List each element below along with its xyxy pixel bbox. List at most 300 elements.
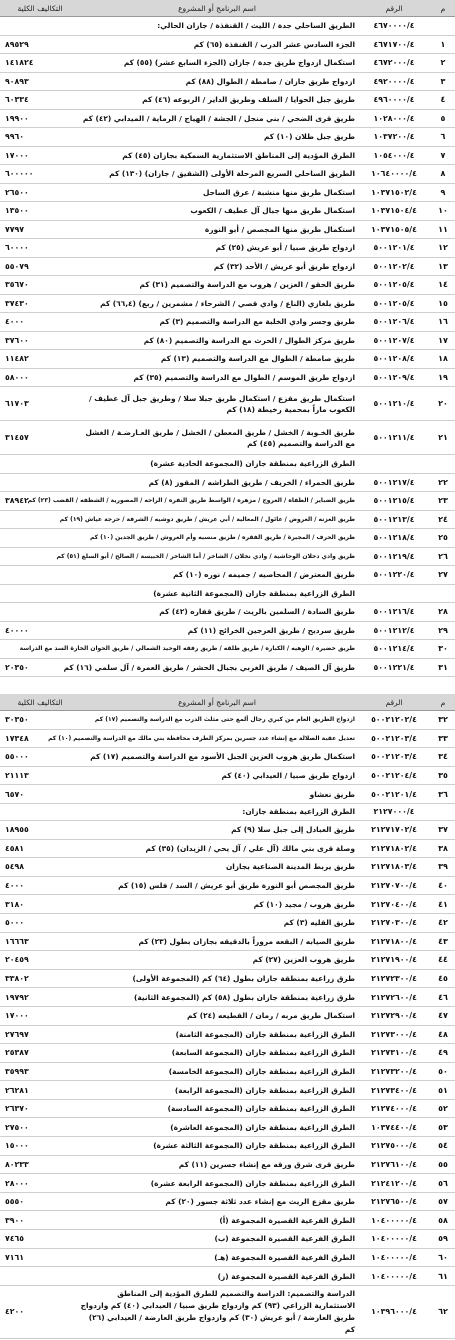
table-header: [0, 694, 455, 711]
row-number: ٦١: [431, 1267, 455, 1286]
row-project-name: طريق مركز الطوال / الحرث مع الدراسة والتصميم (٨٠) كم: [77, 331, 357, 350]
table-row: [0, 988, 455, 1007]
row-project-name: ازدواج طريق الموسم / الطوال مع الدراسة والتصميم (٣٥) كم: [77, 368, 357, 387]
row-total-cost: ٦٠٠٠٠: [0, 239, 77, 258]
table-row: [0, 913, 455, 932]
table-row: [0, 17, 455, 36]
row-project-name: ازدواج طريق جازان / صامطة / الطوال (٨٨) كم: [77, 72, 357, 91]
row-total-cost: ٥٤٩٨: [0, 858, 77, 877]
header-total-cost: التكاليف الكلية: [0, 0, 77, 17]
row-total-cost: ١٩٧٩٢: [0, 988, 77, 1007]
row-total-cost: ٣٧٤٣٠: [0, 294, 77, 313]
row-number: ٦٢: [431, 1285, 455, 1338]
row-code: ١٠٦٤٠٠٠٠/٤: [357, 165, 431, 184]
table-row: [0, 257, 455, 276]
row-number: ٥٢: [431, 1099, 455, 1118]
row-number: ٤: [431, 91, 455, 110]
row-total-cost: ٦١٧٠٣: [0, 387, 77, 421]
row-project-name: الطرق الزراعية بمنطقة جازان (المجموعة الخامسة): [77, 1062, 357, 1081]
table-row: [0, 510, 455, 529]
projects-table-bottom: [0, 694, 455, 1339]
row-total-cost: ٦٠٠٠٠٠: [0, 165, 77, 184]
row-project-name: الطرق الزراعية بمنطقة جازان (المجموعة الحادية عشرة): [77, 455, 357, 474]
row-code: ٢١٢٧٣٢٠٠/٤: [357, 1062, 431, 1081]
table-row: [0, 72, 455, 91]
row-code: ١٠٣٧٢٠٠/٤: [357, 128, 431, 147]
header-total-cost: التكاليف الكلية: [0, 694, 77, 711]
row-project-name: استكمال طريق مقزع / استكمال طريق جبلا سلا / وطريق جبل آل عطيف / الكعوب ماراً بمحمية رخيطة (١٨) كم: [77, 387, 357, 421]
row-project-name: طريق خضيره / الوهيه / الكباره / طريق طلقه / طريق رفقه الوحيد الشمالي / طريق الحوان الخارة السد مع الدراسة: [77, 640, 357, 659]
row-code: ٥٠٠٢١٢٠٣/٤: [357, 729, 431, 748]
row-code: ٥٠٠١٢١٢/٤: [357, 621, 431, 640]
row-total-cost: ٤٥٨١: [0, 839, 77, 858]
row-code: ٥٠٠١٢١٨/٤: [357, 529, 431, 548]
row-project-name: الطرق الفرعية القصيرة المجموعة (ز): [77, 1267, 357, 1286]
row-project-name: طريق جبل طلان (١٠) كم: [77, 128, 357, 147]
table-row: [0, 729, 455, 748]
row-code: ٥٠٠٢١٢٠٣/٤: [357, 748, 431, 767]
row-project-name: طريق المعترض / المحاصيه / جميمه / نوره (١٠) كم: [77, 566, 357, 585]
row-total-cost: ٣٥٦٧٠: [0, 276, 77, 295]
row-code: ١٠٢٨٠٠٠/٤: [357, 109, 431, 128]
row-project-name: الطرق الفرعية القصيرة المجموعة (ب): [77, 1230, 357, 1249]
row-project-name: الجزء السادس عشر الدرب / القنفذة (٦٥) كم: [77, 35, 357, 54]
row-number: ٥٨: [431, 1211, 455, 1230]
table-row: [0, 1285, 455, 1338]
row-code: ١٠٥٤٠٠٠/٤: [357, 146, 431, 165]
row-total-cost: [0, 473, 77, 492]
table-row: [0, 492, 455, 511]
row-code: ٥٠٠١٢١٩/٤: [357, 547, 431, 566]
row-total-cost: ٥٥٠٠٠: [0, 748, 77, 767]
row-number: [431, 584, 455, 603]
row-number: ٣٤: [431, 748, 455, 767]
row-number: ٥٤: [431, 1137, 455, 1156]
row-code: ٤٦٧٠٠٠٠/٤: [357, 17, 431, 36]
table-row: [0, 128, 455, 147]
row-project-name: الطرق المؤدية إلى المناطق الاستثمارية السمكية بجازان (٤٥) كم: [77, 146, 357, 165]
row-total-cost: ٧٧٩٧: [0, 220, 77, 239]
row-project-name: طريق وجسر وادي الخلبة مع الدراسة والتصميم (٣) كم: [77, 313, 357, 332]
row-project-name: طريق القليه (٣) كم: [77, 913, 357, 932]
row-number: ٤١: [431, 895, 455, 914]
table-row: [0, 566, 455, 585]
row-total-cost: ١٧٠٠٠: [0, 1006, 77, 1025]
row-code: ٢١٢٧١٧٠٢/٤: [357, 820, 431, 839]
row-total-cost: ٣٥٩٩٣: [0, 1062, 77, 1081]
row-number: ١٠: [431, 202, 455, 221]
row-project-name: الطرق الزراعية بمنطقة جازان (المجموعة السابعة): [77, 1044, 357, 1063]
table-row: [0, 603, 455, 622]
row-number: ٣٠: [431, 640, 455, 659]
table-row: [0, 839, 455, 858]
table-row: [0, 421, 455, 455]
header-project-name: اسم البرنامج أو المشروع: [77, 694, 357, 711]
table-row: [0, 803, 455, 820]
table-row: [0, 239, 455, 258]
table-row: [0, 1267, 455, 1286]
row-project-name: طريق قرى شرق ورقه مع إنشاء جسرين (١١) كم: [77, 1155, 357, 1174]
table-row: [0, 387, 455, 421]
row-number: ٥٧: [431, 1192, 455, 1211]
table-header: [0, 0, 455, 17]
row-project-name: طريق المجصص أبو النورة طريق أبو عريش / السد / فلس (١٥) كم: [77, 876, 357, 895]
row-total-cost: ٢٨٠٠٠: [0, 1174, 77, 1193]
table-row: [0, 1174, 455, 1193]
row-total-cost: ١٧٣٤٨: [0, 729, 77, 748]
row-number: ٤٩: [431, 1044, 455, 1063]
row-number: ٣: [431, 72, 455, 91]
row-number: ٣٨: [431, 839, 455, 858]
row-project-name: طريق هروب / مجيد (١٠) كم: [77, 895, 357, 914]
row-code: ٥٠٠١٢١٥/٤: [357, 492, 431, 511]
row-project-name: الطرق الزراعية بمنطقة جازان (المجموعة الرابعة): [77, 1081, 357, 1100]
table-row: [0, 294, 455, 313]
row-total-cost: ٢١١١٣: [0, 766, 77, 785]
table-row: [0, 1025, 455, 1044]
row-number: ٥١: [431, 1081, 455, 1100]
row-project-name: طريق هروب العزين (٢٧) كم: [77, 951, 357, 970]
row-number: ١٢: [431, 239, 455, 258]
row-code: ٥٠٠٢١٢٠١/٤: [357, 785, 431, 804]
table-row: [0, 1099, 455, 1118]
row-total-cost: [0, 566, 77, 585]
row-code: ٥٠٠١٢١٣/٤: [357, 510, 431, 529]
row-total-cost: ٢٦٥٠٠: [0, 183, 77, 202]
row-number: ١١: [431, 220, 455, 239]
row-code: ٢١٢٧١٨٠٢/٤: [357, 839, 431, 858]
row-code: ١٠٤٠٠٠٠٠/٤: [357, 1248, 431, 1267]
row-number: ١٨: [431, 350, 455, 369]
table-row: [0, 621, 455, 640]
row-total-cost: ٤٢٠٠: [0, 1285, 77, 1338]
row-total-cost: ٣٠٣٥٠: [0, 711, 77, 730]
row-code: ٢١٢٧١٩٠٠/٤: [357, 951, 431, 970]
row-number: ٢٨: [431, 603, 455, 622]
row-total-cost: ٥٨٠٠٠: [0, 368, 77, 387]
row-number: ١٣: [431, 257, 455, 276]
row-project-name: طريق وادي دخلان الوحاشية / وادي نخلان / الشاخر / أما الشاخر / الخبيسة / الصالح / أبو السلع (٥١) كم: [77, 547, 357, 566]
row-project-name: الطرق الزراعية بمنطقة جازان (المجموعة الثانية عشرة): [77, 584, 357, 603]
row-project-name: ازدواج طريق أبو عريش / الأحد (٣٢) كم: [77, 257, 357, 276]
row-project-name: طريق بلغازي (الناع / وادي قصي / الشرحاء / مشمرين / ربع) (٦٦,٤) كم: [77, 294, 357, 313]
row-project-name: الطرق الزراعية بمنطقة جازان (المجموعة الرابعة عشرة): [77, 1174, 357, 1193]
row-number: ٣٦: [431, 785, 455, 804]
header-code: الرقم: [357, 0, 431, 17]
row-code: [357, 455, 431, 474]
row-code: ٢١٢٧٠٤٠٠/٤: [357, 895, 431, 914]
row-number: ١٥: [431, 294, 455, 313]
row-code: ١٠٣٧١٥٠٤/٤: [357, 202, 431, 221]
table-row: [0, 932, 455, 951]
row-code: ١٠٤٠٠٠٠٠/٤: [357, 1211, 431, 1230]
row-code: ٢١٢٧٣٤٠٠/٤: [357, 1081, 431, 1100]
row-number: [431, 17, 455, 36]
row-project-name: الطرق الزراعية بمنطقة جازان (المجموعة الثامنة): [77, 1025, 357, 1044]
table-row: [0, 220, 455, 239]
row-number: ٤٧: [431, 1006, 455, 1025]
row-number: ٣٢: [431, 711, 455, 730]
row-code: ٥٠٠١٢٠١/٤: [357, 239, 431, 258]
row-total-cost: ٤٠٠٠: [0, 876, 77, 895]
row-number: [431, 803, 455, 820]
table-row: [0, 766, 455, 785]
row-project-name: طريق قرى الضحي / بني منجل / الجشة / الهياج / الرماية / الميدابي (٤٢) كم: [77, 109, 357, 128]
row-number: ٢٧: [431, 566, 455, 585]
row-total-cost: ٦٠٣٣٤: [0, 91, 77, 110]
table-row: [0, 331, 455, 350]
table-row: [0, 858, 455, 877]
row-number: ١٦: [431, 313, 455, 332]
row-project-name: استكمال طريق مربه / رمان / القطيعه (٢٤) كم: [77, 1006, 357, 1025]
row-number: ٢٦: [431, 547, 455, 566]
row-number: ٥٥: [431, 1155, 455, 1174]
row-number: ٦: [431, 128, 455, 147]
row-total-cost: ٢٦٢٨١: [0, 1081, 77, 1100]
row-total-cost: ٣٧٦٠٠: [0, 331, 77, 350]
row-number: ٥٠: [431, 1062, 455, 1081]
row-code: ٢١٢٧٠٠٠/٤: [357, 803, 431, 820]
table-row: [0, 895, 455, 914]
table-row: [0, 640, 455, 659]
row-number: ٢١: [431, 421, 455, 455]
row-total-cost: ٢٧٥٠٠: [0, 1118, 77, 1137]
row-code: ٥٠٠١٢١٤/٤: [357, 640, 431, 659]
row-number: ٣٧: [431, 820, 455, 839]
row-code: ٥٠٠٢١٢٠٢/٤: [357, 711, 431, 730]
row-total-cost: ١٦٦٦٣: [0, 932, 77, 951]
row-total-cost: [0, 529, 77, 548]
row-project-name: طريق مقزع الريث مع إنشاء عدد ثلاثة جسور (٢٠) كم: [77, 1192, 357, 1211]
row-total-cost: [0, 803, 77, 820]
row-project-name: طريق الحمراء / الخريف / طريق الطراشه / المقوز (٨) كم: [77, 473, 357, 492]
row-number: ٥٣: [431, 1118, 455, 1137]
row-project-name: طريق الضباير / الطفاه / العروج / مزهره / الواسط طريق النفره / الراحه / المصورية / الشظفه / القضب (٢٣) كم: [77, 492, 357, 511]
row-total-cost: ٣٨٩٤٢: [0, 492, 77, 511]
table-row: [0, 820, 455, 839]
row-code: ٢١٢٧٥٠٠٠/٤: [357, 1137, 431, 1156]
row-project-name: ازدواج طريق صبيا / العيدابي (٤٠) كم: [77, 766, 357, 785]
row-code: ٢١٢٧٣١٠٠/٤: [357, 1044, 431, 1063]
row-project-name: استكمال طريق منها جبال آل عطيف / الكعوب: [77, 202, 357, 221]
row-code: ١٠٣٧١٥٠٢/٤: [357, 183, 431, 202]
row-project-name: ازدواج طريق صبيا / أبو عريش (٢٥) كم: [77, 239, 357, 258]
row-total-cost: ٥٥٥٠: [0, 1192, 77, 1211]
row-project-name: وصلة قرى بني مالك (آل علي / آل يحي / الزيدان) (٣٥) كم: [77, 839, 357, 858]
row-code: ٥٠٠١٢١٠/٤: [357, 387, 431, 421]
row-total-cost: ٨٠٢٣٣: [0, 1155, 77, 1174]
row-total-cost: ٣٣٨٠٢: [0, 969, 77, 988]
row-number: ٣١: [431, 658, 455, 677]
row-number: ٢٣: [431, 492, 455, 511]
header-code: الرقم: [357, 694, 431, 711]
row-total-cost: ٩٩٦٠: [0, 128, 77, 147]
header-number: م: [431, 0, 455, 17]
row-code: ٢١٢٧٦٥٠٠/٤: [357, 1192, 431, 1211]
row-code: ٢١٢٧١٨٠٠/٤: [357, 932, 431, 951]
table-row: [0, 146, 455, 165]
table-row: [0, 1006, 455, 1025]
row-project-name: طريق الحقو / العزين / هروب مع الدراسة والتصميم (٣١) كم: [77, 276, 357, 295]
row-project-name: استكمال طريق هروب العزين الجبل الأسود مع الدراسة والتصميم (١٧) كم: [77, 748, 357, 767]
row-total-cost: ٢٠٤٥٩: [0, 951, 77, 970]
row-number: ٤٢: [431, 913, 455, 932]
row-number: ٦٠: [431, 1248, 455, 1267]
table-row: [0, 350, 455, 369]
table-row: [0, 1230, 455, 1249]
row-total-cost: ٨٩٥٢٩: [0, 35, 77, 54]
row-total-cost: ١٧٠٠٠: [0, 146, 77, 165]
row-code: ٢١٢٧٠٧٠٠/٤: [357, 876, 431, 895]
row-total-cost: ٢٧٦٩٧: [0, 1025, 77, 1044]
table-row: [0, 1192, 455, 1211]
row-project-name: الطرق الزراعية بمنطقة جازان (المجموعة العاشرة): [77, 1118, 357, 1137]
table-row: [0, 276, 455, 295]
row-number: ٣٥: [431, 766, 455, 785]
row-project-name: طرق زراعية بمنطقة جازان بطول (٦٤) كم (المجموعة الأولى): [77, 969, 357, 988]
row-number: ٤٨: [431, 1025, 455, 1044]
row-code: ٤٩٦٠٠٠٠/٤: [357, 91, 431, 110]
table-row: [0, 1062, 455, 1081]
table-row: [0, 1137, 455, 1156]
row-total-cost: ٩٠٨٩٣: [0, 72, 77, 91]
row-number: ٤٥: [431, 969, 455, 988]
table-row: [0, 1118, 455, 1137]
row-number: ٥٩: [431, 1230, 455, 1249]
row-number: ٢٤: [431, 510, 455, 529]
row-number: ١٤: [431, 276, 455, 295]
row-code: ١٠٣٧١٥٠٥/٤: [357, 220, 431, 239]
row-project-name: الطرق الزراعية بمنطقة جازان (المجموعة الثالثة عشرة): [77, 1137, 357, 1156]
row-project-name: طريق الخـوبة / الخشل / طريق المعطن / الخشل / طريق العـارضـة / الغشل مع الدراسة والتصميم (٤٥) كم: [77, 421, 357, 455]
row-total-cost: ١٥٠٠٠: [0, 1137, 77, 1156]
row-code: ٢١٢٧٠٣٠٠/٤: [357, 913, 431, 932]
table-row: [0, 165, 455, 184]
row-project-name: الطرق الفرعية القصيرة المجموعة (هـ): [77, 1248, 357, 1267]
row-code: ٢١٢٧٢٦٠٠/٤: [357, 988, 431, 1007]
row-total-cost: ١٣٥٠٠: [0, 202, 77, 221]
row-code: ٥٠٠١٢٢٠/٤: [357, 566, 431, 585]
row-number: ٣٩: [431, 858, 455, 877]
table-row: [0, 1155, 455, 1174]
row-project-name: ازدواج الطريق العام من كبري رجال ألمع حتى مثلث الدرب مع الدراسة والتصميم (١٧) كم: [77, 711, 357, 730]
row-number: ١٧: [431, 331, 455, 350]
row-project-name: الطريق الساحلي السريع المرحلة الأولى (الشقيق / جازان) (١٣٠) كم: [77, 165, 357, 184]
row-number: ٢: [431, 54, 455, 73]
row-project-name: الدراسة والتصميم: الدراسة والتصميم للطرق المؤدية إلى المناطق الاستثمارية الزراعي (٩٣) كم وازدواج طريق صبيا / العيدابي (٤٠) كم وازدواج طريق العارضة / أبو عريش (٣٠) كم وازدواج طريق العارضة / العيدابي (٢٦) كم: [77, 1285, 357, 1338]
table-row: [0, 785, 455, 804]
row-total-cost: ٦٥٧٠: [0, 785, 77, 804]
row-number: ٤٤: [431, 951, 455, 970]
row-code: ٢١٢٧٢٩٠٠/٤: [357, 1006, 431, 1025]
table-gap: [0, 677, 452, 694]
row-number: ٢٩: [431, 621, 455, 640]
row-code: ٥٠٠١٢١٦/٤: [357, 603, 431, 622]
row-number: ٢٠: [431, 387, 455, 421]
table-row: [0, 473, 455, 492]
row-project-name: طريق الغزنه / العروض / عائول / المعالية / أبي عريش / طريق دوشيه / الشرفة / حرجة عياش (١٩) كم: [77, 510, 357, 529]
row-number: ٨: [431, 165, 455, 184]
row-code: ٢١٢٤١٢٠٠/٤: [357, 1174, 431, 1193]
row-total-cost: ٧١٦١: [0, 1248, 77, 1267]
row-code: ١٠٤٠٠٠٠٠/٤: [357, 1230, 431, 1249]
row-code: ٥٠٠١٢٠٢/٤: [357, 257, 431, 276]
row-code: ١٠٣٧٤٤٠٠/٤: [357, 1118, 431, 1137]
row-code: [357, 584, 431, 603]
table-row: [0, 584, 455, 603]
row-total-cost: ١١٤٨٢: [0, 350, 77, 369]
row-project-name: استكمال ازدواج طريق جدة / جازان (الجزء السابع عشر) (٥٥) كم: [77, 54, 357, 73]
row-number: ٢٢: [431, 473, 455, 492]
row-code: ٥٠٠١٢٠٨/٤: [357, 350, 431, 369]
row-project-name: تعديل عقبة الصلالة مع إنشاء عدد جسرين بمركز الطرف محافظة بني مالك مع الدراسة والتصميم (١٠) كم: [77, 729, 357, 748]
table-row: [0, 313, 455, 332]
row-number: ٥: [431, 109, 455, 128]
table-row: [0, 748, 455, 767]
table-row: [0, 969, 455, 988]
table-row: [0, 1081, 455, 1100]
row-number: [431, 455, 455, 474]
row-total-cost: [0, 584, 77, 603]
table-row: [0, 547, 455, 566]
row-total-cost: ٣٩٠٠: [0, 1211, 77, 1230]
row-total-cost: ١٨٩٥٥: [0, 820, 77, 839]
row-code: ١٠٤٠٠٠٠٠/٤: [357, 1267, 431, 1286]
row-total-cost: ٣١٨٠: [0, 895, 77, 914]
row-number: ١: [431, 35, 455, 54]
row-total-cost: [0, 455, 77, 474]
row-project-name: طريق العبادل إلى جبل سلا (٩) كم: [77, 820, 357, 839]
row-project-name: الطرق الفرعية القصيرة المجموعة (أ): [77, 1211, 357, 1230]
row-code: ٥٠٠١٢١٧/٤: [357, 473, 431, 492]
row-total-cost: [0, 603, 77, 622]
row-number: ٩: [431, 183, 455, 202]
row-project-name: طريق جبل الحوايا / السلف وطريق الداير / الربوعه (٤٦) كم: [77, 91, 357, 110]
header-number: م: [431, 694, 455, 711]
row-code: ٥٠٠١٢٢١/٤: [357, 658, 431, 677]
row-project-name: طريق صامطة / الطوال مع الدراسة والتصميم (١٣) كم: [77, 350, 357, 369]
header-project-name: اسم البرنامج أو المشروع: [77, 0, 357, 17]
row-total-cost: ٢٠٣٥٠: [0, 658, 77, 677]
table-row: [0, 951, 455, 970]
row-project-name: الطرق الزراعية بمنطقة جازان:: [77, 803, 357, 820]
row-total-cost: ٣١٤٥٧: [0, 421, 77, 455]
table-row: [0, 109, 455, 128]
row-total-cost: ٢٥٣٨٧: [0, 1044, 77, 1063]
row-number: ٣٣: [431, 729, 455, 748]
row-code: ٢١٢٧٤٠٠٠/٤: [357, 1099, 431, 1118]
row-total-cost: ٤٠٠٠٠: [0, 621, 77, 640]
row-project-name: استكمال طريق منها المجصص / أبو النورة: [77, 220, 357, 239]
row-total-cost: ٤٠٠٠: [0, 313, 77, 332]
table-row: [0, 455, 455, 474]
table-row: [0, 529, 455, 548]
row-project-name: طريق السادة / السلمين بالريث / طريق قفاره (٤٢) كم: [77, 603, 357, 622]
row-total-cost: ٥٥٠٧٩: [0, 257, 77, 276]
row-number: ٤٣: [431, 932, 455, 951]
row-code: ٥٠٠١٢٠٦/٤: [357, 313, 431, 332]
row-code: ٢١٢٧٣٠٠٠/٤: [357, 1025, 431, 1044]
row-project-name: طرق زراعية بمنطقة جازان بطول (٥٨) كم (المجموعة الثانية): [77, 988, 357, 1007]
table-row: [0, 876, 455, 895]
row-project-name: طريق آل الصيف / طريق الغربي بجبال الحشر / طريق العمرة / آل سلمي (١٦) كم: [77, 658, 357, 677]
table-row: [0, 202, 455, 221]
table-row: [0, 711, 455, 730]
table-row: [0, 658, 455, 677]
row-number: ٤٠: [431, 876, 455, 895]
table-row: [0, 54, 455, 73]
row-number: ٤٦: [431, 988, 455, 1007]
